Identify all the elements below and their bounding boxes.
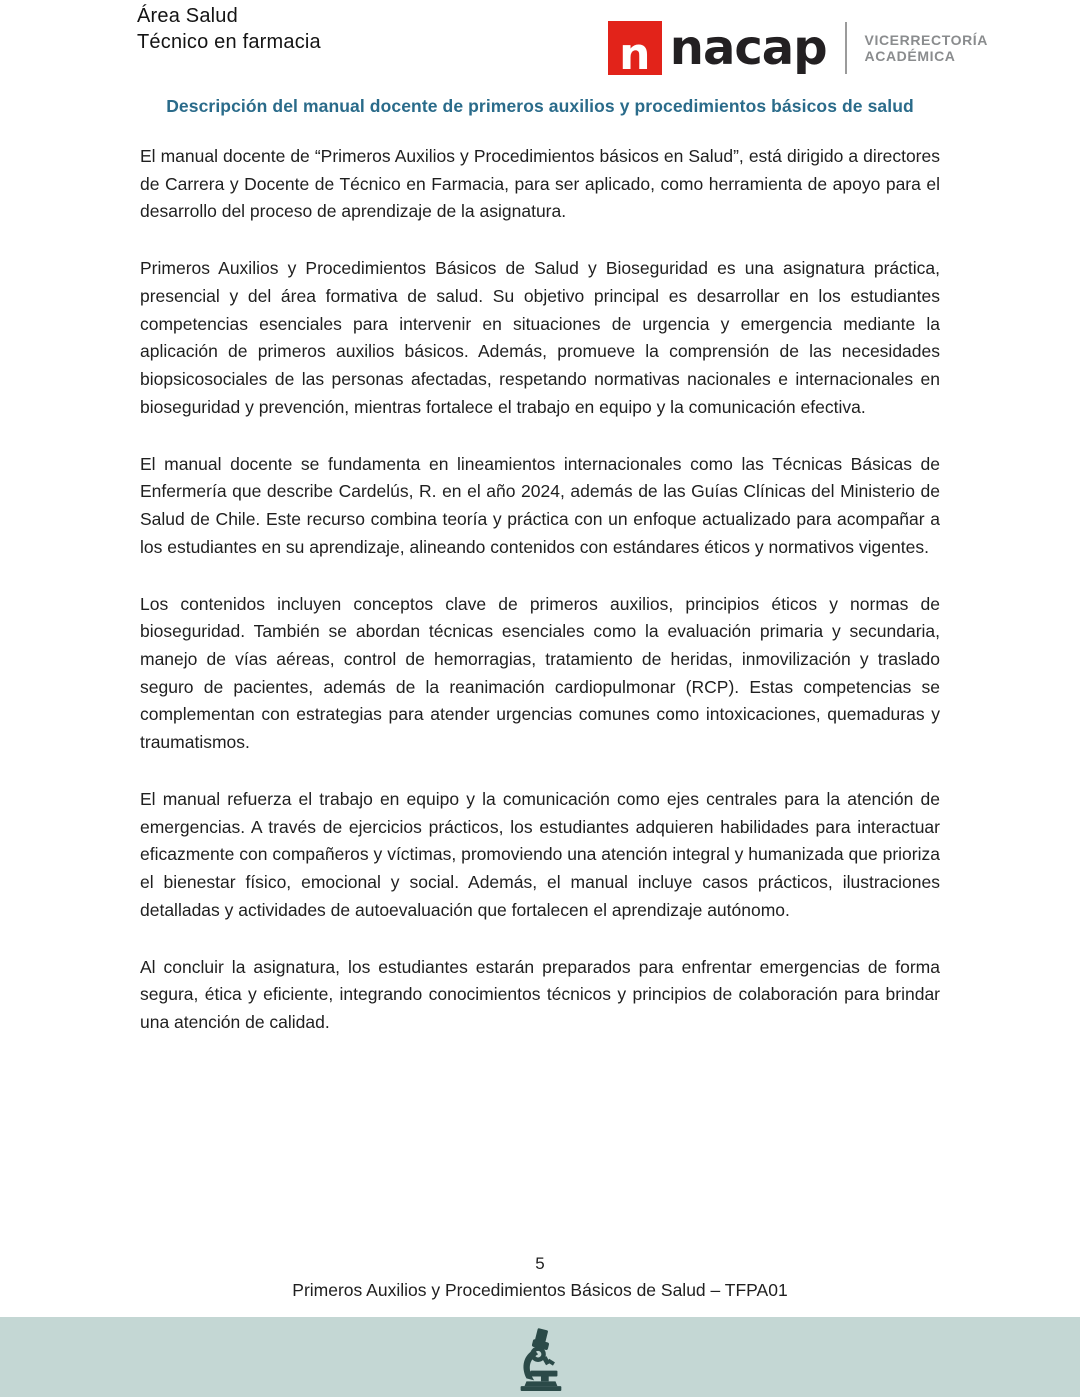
inacap-logo-mark-icon: n xyxy=(608,21,662,75)
area-line: Área Salud xyxy=(137,5,238,27)
tagline-line2: ACADÉMICA xyxy=(864,48,956,64)
paragraph-6: Al concluir la asignatura, los estudiantes estarán preparados para enfrentar emergencias de forma segura, ética y eficiente, integrando conocimientos técnicos y principios de colaboración para brindar una atención de calidad. xyxy=(140,956,940,1033)
paragraph-1: El manual docente de “Primeros Auxilios y Procedimientos básicos en Salud”, está dirigido a directores de Carrera y Docente de Técnico en Farmacia, para ser aplicado, como herramienta de apoyo para el desarrollo del proceso de aprendizaje de la asignatura. xyxy=(140,146,940,222)
microscope-icon xyxy=(509,1327,571,1393)
paragraph-4: Los contenidos incluyen conceptos clave de primeros auxilios, principios éticos y normas de bioseguridad. También se abordan técnicas esenciales como la evaluación primaria y secundaria, manejo de vías aéreas, control de hemorragias, tratamiento de heridas, inmovilización y traslado seguro de pacientes, además de la reanimación cardiopulmonar (RCP). Estas competencias se complementan con estrategias para atender urgencias comunes como intoxicaciones, quemaduras y traumatismos. xyxy=(140,593,940,753)
paragraph-5: El manual refuerza el trabajo en equipo y la comunicación como ejes centrales para la atención de emergencias. A través de ejercicios prácticos, los estudiantes adquieren habilidades para interactuar eficazmente con compañeros y víctimas, promoviendo una atención integral y humanizada que prioriza el bienestar físico, emocional y social. Además, el manual incluye casos prácticos, ilustraciones detalladas y actividades de autoevaluación que fortalecen el aprendizaje autónomo. xyxy=(140,788,940,920)
paragraph-2: Primeros Auxilios y Procedimientos Básicos de Salud y Bioseguridad es una asignatura práctica, presencial y del área formativa de salud. Su objetivo principal es desarrollar en los estudiantes competencias esenciales para intervenir en situaciones de urgencia y emergencia mediante la aplicación de primeros auxilios básicos. Además, promueve la comprensión de las necesidades biopsicosociales de las personas afectadas, respetando normativas nacionales e internacionales en bioseguridad y prevención, mientras fortalece el trabajo en equipo y la comunicación efectiva. xyxy=(140,258,940,417)
header-area-info xyxy=(137,3,321,56)
footer-band xyxy=(0,1317,1080,1397)
career-line: Técnico en farmacia xyxy=(137,31,321,54)
logo-divider xyxy=(845,22,847,74)
document-body xyxy=(140,143,940,1066)
page-title: Descripción del manual docente de primeros auxilios y procedimientos básicos de salud xyxy=(166,96,914,116)
logo-tagline xyxy=(865,32,988,64)
page-number: 5 xyxy=(535,1254,545,1273)
tagline-line1: VICERRECTORÍA xyxy=(864,31,988,48)
paragraph-3: El manual docente se fundamenta en lineamientos internacionales como las Técnicas Básicas de Enfermería que describe Cardelús, R. en el año 2024, además de las Guías Clínicas del Ministerio de Salud de Chile. Este recurso combina teoría y práctica con un enfoque actualizado para acompañar a los estudiantes en su aprendizaje, alineando contenidos con estándares éticos y normativos vigentes. xyxy=(140,453,940,557)
inacap-wordmark: nacap xyxy=(669,20,827,76)
inacap-logo xyxy=(608,20,988,80)
footer-course-title: Primeros Auxilios y Procedimientos Básicos de Salud – TFPA01 xyxy=(292,1280,788,1300)
